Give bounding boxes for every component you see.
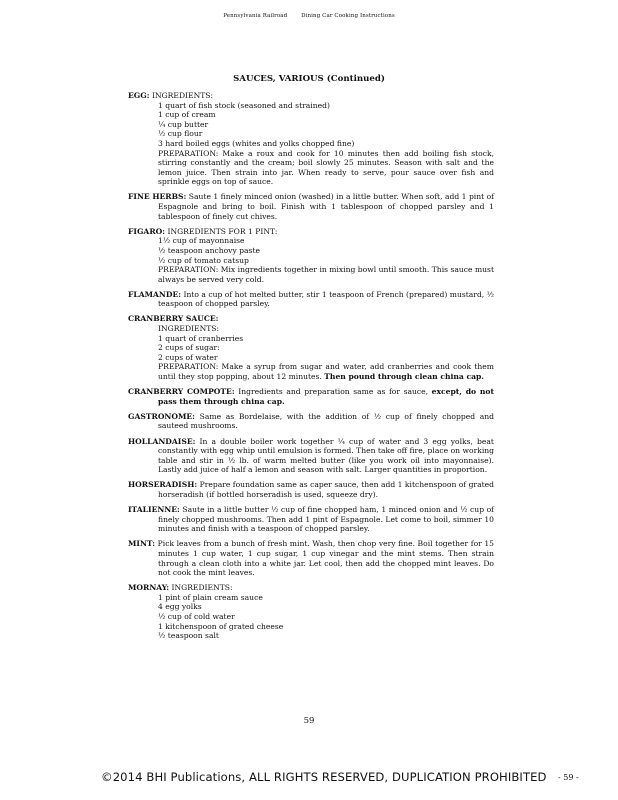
header-right: Dining Car Cooking Instructions (301, 13, 395, 19)
recipe-entry-flamande (128, 290, 494, 309)
recipe-heading (128, 583, 494, 593)
ingredient-line: 1 kitchenspoon of grated cheese (158, 621, 284, 631)
recipe-text: INGREDIENTS: (149, 91, 214, 100)
ingredient-line: ½ cup of tomato catsup (158, 255, 249, 265)
recipe-term: HOLLANDAISE: (128, 436, 196, 446)
ingredient-line: ½ teaspoon anchovy paste (158, 245, 261, 255)
recipe-paragraph (128, 387, 494, 406)
ingredient-line: 1 quart of cranberries (158, 333, 244, 343)
running-header (0, 13, 618, 19)
page-number: 59 (303, 716, 315, 726)
recipe-paragraph (128, 505, 494, 534)
preparation-bold: Then pound through clean china cap. (324, 372, 484, 382)
preparation-text: PREPARATION: Make a roux and cook for 10 minutes then add boiling fish stock, stirring constantly and the cream; boil slowly 25 minutes. Season with salt and the lemon juice. Then strain into jar. When ready to serve, pour sauce over fish and sprinkle eggs on top of sauce. (158, 148, 494, 187)
recipe-term: FLAMANDE: (128, 289, 182, 299)
ingredient-line: 2 cups of sugar: (158, 343, 220, 353)
recipe-text: Same as Bordelaise, with the addition of ½ cup of finely chopped and sauteed mushrooms. (158, 411, 494, 431)
recipe-bold-text: except, do not pass them through china cap. (158, 387, 494, 406)
recipe-heading (128, 314, 494, 324)
recipe-entry-mornay (128, 583, 494, 641)
recipe-entry-egg (128, 91, 494, 187)
recipe-text: Saute 1 finely minced onion (washed) in a little butter. When soft, add 1 pint of Espagnole and bring to boil. Finish with 1 tablespoon of chopped parsley and 1 tablespoon of finely cut chives. (158, 192, 494, 221)
recipe-entry-hollandaise (128, 437, 494, 475)
ingredient-line: 2 cups of water (158, 352, 218, 362)
ingredient-line: 1 pint of plain cream sauce (158, 592, 263, 602)
ingredient-line: 1½ cup of mayonnaise (158, 236, 245, 246)
recipe-entry-cranberry-sauce (128, 314, 494, 381)
recipe-term: FIGARO: (128, 226, 166, 236)
ingredient-line: ½ teaspoon salt (158, 631, 219, 641)
recipe-text: In a double boiler work together ¼ cup of water and 3 egg yolks, beat constantly with egg whip until emulsion is formed. Then take off fire, place on working table and stir in ½ lb. of warm melted butter (like you work oil into mayonnaise). Lastly add juice of half a lemon and season with salt. Larger quantities in proportion. (158, 436, 494, 475)
recipe-text: Into a cup of hot melted butter, stir 1 teaspoon of French (prepared) mustard, ½ teaspoon of chopped parsley. (158, 289, 494, 309)
ingredient-line: ½ cup of cold water (158, 612, 235, 621)
preparation-text: PREPARATION: Mix ingredients together in mixing bowl until smooth. This sauce must always be served very cold. (158, 265, 494, 284)
recipe-list (128, 91, 494, 646)
ingredient-line: 3 hard boiled eggs (whites and yolks chopped fine) (158, 138, 355, 148)
recipe-paragraph (128, 480, 494, 499)
ingredient-line: ¼ cup butter (158, 119, 209, 129)
recipe-entry-mint (128, 539, 494, 577)
recipe-term: EGG: (128, 91, 150, 100)
recipe-entry-horseradish (128, 480, 494, 499)
recipe-heading (128, 91, 494, 101)
recipe-entry-figaro (128, 227, 494, 285)
recipe-term: FINE HERBS: (128, 192, 187, 202)
recipe-entry-fine-herbs (128, 192, 494, 221)
preparation-plain: PREPARATION: Make a syrup from sugar and water, add cranberries and cook them until they stop popping, about 12 minutes. (158, 362, 494, 382)
ingredient-line: 4 egg yolks (158, 602, 202, 612)
copyright-footer: ©2014 BHI Publications, ALL RIGHTS RESERVED, DUPLICATION PROHIBITED (101, 770, 547, 784)
section-title: SAUCES, VARIOUS (Continued) (233, 74, 385, 84)
ingredient-line: 1 quart of fish stock (seasoned and strained) (158, 100, 330, 110)
ingredient-line: INGREDIENTS: (158, 324, 220, 334)
recipe-heading (128, 227, 494, 237)
recipe-paragraph (128, 412, 494, 431)
recipe-text: Prepare foundation same as caper sauce, then add 1 kitchenspoon of grated horseradish (if bottled horseradish is used, squeeze dry). (158, 480, 494, 499)
recipe-text: INGREDIENTS FOR 1 PINT: (165, 226, 278, 236)
recipe-term: MINT: (128, 539, 156, 549)
recipe-term: GASTRONOME: (128, 411, 195, 421)
recipe-paragraph (128, 539, 494, 577)
recipe-entry-cranberry-compote (128, 387, 494, 406)
recipe-term: ITALIENNE: (128, 505, 180, 515)
recipe-text: Pick leaves from a bunch of fresh mint. Wash, then chop very fine. Boil together for 15 minutes 1 cup water, 1 cup sugar, 1 cup vinegar and the mint stems. Then strain through a clean cloth into a white jar. Let cool, then add the chopped mint leaves. Do not cook the mint leaves. (155, 539, 494, 578)
header-left: Pennsylvania Railroad (223, 13, 288, 19)
preparation-text (128, 362, 494, 381)
recipe-paragraph (128, 192, 494, 221)
recipe-entry-gastronome (128, 412, 494, 431)
recipe-term: CRANBERRY COMPOTE: (128, 387, 235, 397)
ingredient-line: ½ cup flour (158, 129, 203, 139)
recipe-text: INGREDIENTS: (169, 583, 233, 593)
recipe-term: MORNAY: (128, 583, 170, 593)
footer-page-number: - 59 - (558, 773, 579, 782)
recipe-text: Saute in a little butter ½ cup of fine chopped ham, 1 minced onion and ½ cup of finely chopped mushrooms. Then add 1 pint of Espagnole. Let come to boil, simmer 10 minutes and finish with a teaspoon of chopped parsley. (158, 505, 494, 534)
ingredient-line: 1 cup of cream (158, 110, 216, 120)
recipe-text: Ingredients and preparation same as for sauce, (234, 387, 432, 397)
recipe-term: CRANBERRY SAUCE: (128, 314, 219, 324)
recipe-paragraph (128, 437, 494, 475)
recipe-paragraph (128, 290, 494, 309)
recipe-term: HORSERADISH: (128, 480, 198, 490)
recipe-entry-italienne (128, 505, 494, 534)
